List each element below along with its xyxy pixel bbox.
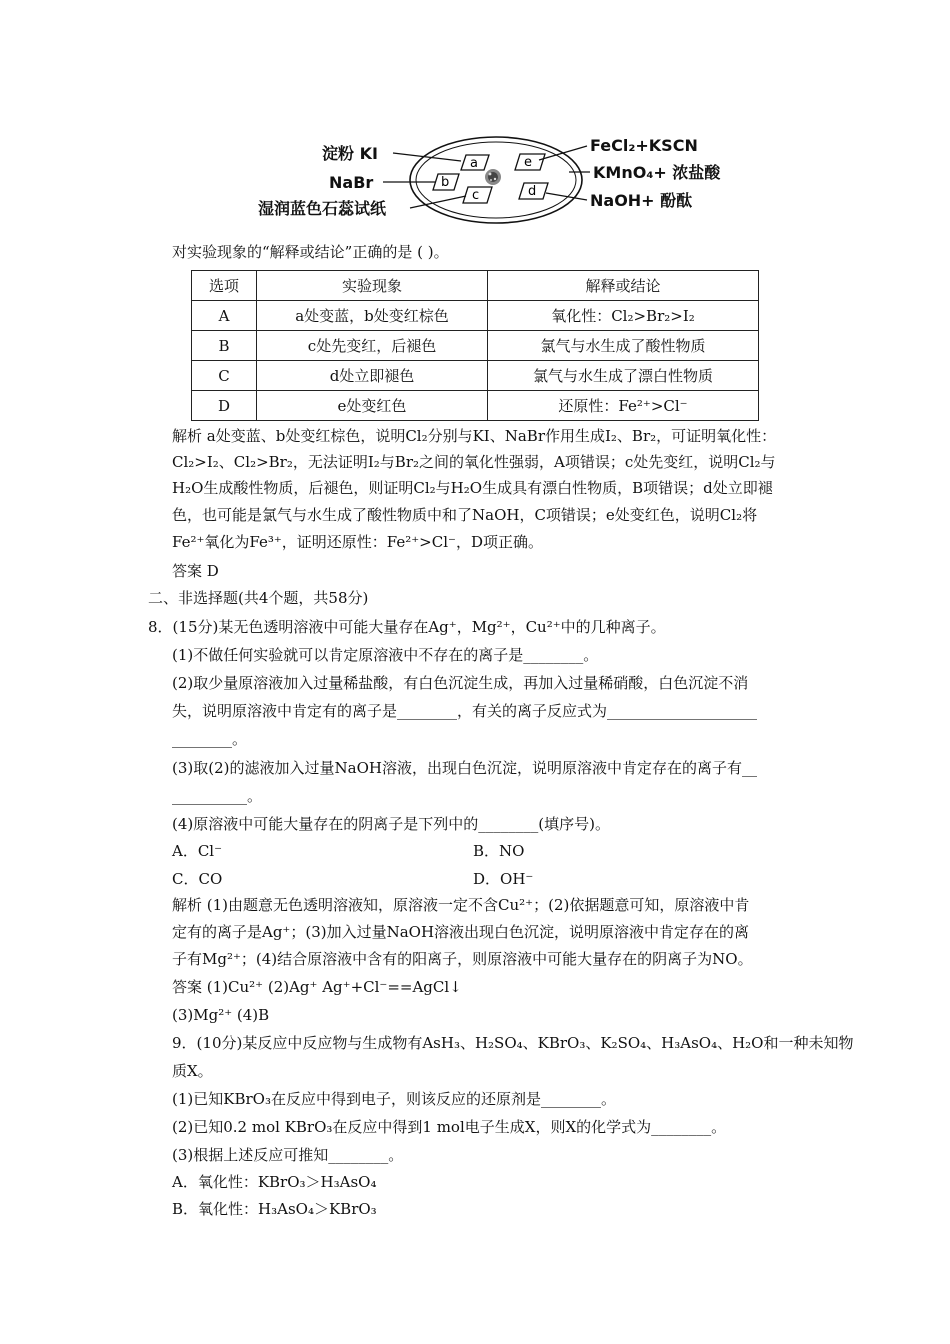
table-cell: c处先变红，后褪色 xyxy=(257,331,488,361)
answer-line: (3)Mg²⁺ (4)B xyxy=(172,1006,270,1024)
spot-c xyxy=(463,187,492,203)
q8-option-c: C．CO xyxy=(172,870,223,888)
answer-line: 答案 (1)Cu²⁺ (2)Ag⁺ Ag⁺+Cl⁻==AgCl↓ xyxy=(172,978,462,996)
answer-line: 答案 D xyxy=(172,562,219,580)
q9-part1: (1)已知KBrO₃在反应中得到电子，则该反应的还原剂是________。 xyxy=(172,1090,616,1108)
label-fecl2-kscn: FeCl₂+KSCN xyxy=(590,136,698,155)
table-cell: A xyxy=(192,301,257,331)
table-row xyxy=(192,301,759,331)
analysis-line: 色，也可能是氯气与水生成了酸性物质中和了NaOH，C项错误；e处变红色，说明Cl₂将 xyxy=(172,506,758,524)
q8-part3: (3)取(2)的滤液加入过量NaOH溶液，出现白色沉淀，说明原溶液中肯定存在的离子有__ xyxy=(172,759,757,777)
analysis-line: H₂O生成酸性物质，后褪色，则证明Cl₂与H₂O生成具有漂白性物质，B项错误；d处立即褪 xyxy=(172,479,773,497)
svg-text:b: b xyxy=(441,175,450,190)
table-header: 实验现象 xyxy=(257,271,488,301)
table-cell: d处立即褪色 xyxy=(257,361,488,391)
svg-text:e: e xyxy=(524,155,532,170)
analysis-line: 定有的离子是Ag⁺；(3)加入过量NaOH溶液出现白色沉淀，说明原溶液中肯定存在的离 xyxy=(172,923,750,941)
svg-text:c: c xyxy=(472,188,480,203)
table-row xyxy=(192,361,759,391)
q9-option-b: B．氧化性：H₃AsO₄＞KBrO₃ xyxy=(172,1200,377,1218)
table-header-row xyxy=(192,271,759,301)
section-heading: 二、非选择题(共4个题，共58分) xyxy=(148,589,369,607)
spot-b xyxy=(433,174,459,190)
spot-a xyxy=(461,155,489,171)
table-header: 解释或结论 xyxy=(488,271,759,301)
svg-text:a: a xyxy=(470,156,478,171)
q8-option-a: A．Cl⁻ xyxy=(172,842,223,860)
table-row xyxy=(192,331,759,361)
label-starch-ki: 淀粉 KI xyxy=(322,144,378,163)
q8-part2: (2)取少量原溶液加入过量稀盐酸，有白色沉淀生成，再加入过量稀硝酸，白色沉淀不消 xyxy=(172,674,749,692)
q8-part1: (1)不做任何实验就可以肯定原溶液中不存在的离子是________。 xyxy=(172,646,599,664)
label-litmus-paper: 湿润蓝色石蕊试纸 xyxy=(258,199,387,218)
q9-option-a: A．氧化性：KBrO₃＞H₃AsO₄ xyxy=(172,1173,377,1191)
q8-part2: ________。 xyxy=(172,730,248,748)
table-row xyxy=(192,391,759,421)
table-cell: B xyxy=(192,331,257,361)
analysis-line: 子有Mg²⁺；(4)结合原溶液中含有的阳离子，则原溶液中可能大量存在的阴离子为NO。 xyxy=(172,950,753,968)
table-header: 选项 xyxy=(192,271,257,301)
table-cell: 氯气与水生成了酸性物质 xyxy=(488,331,759,361)
table-cell: 氧化性：Cl₂>Br₂>I₂ xyxy=(488,301,759,331)
table-cell: 还原性：Fe²⁺>Cl⁻ xyxy=(488,391,759,421)
experiment-diagram xyxy=(0,0,950,240)
q8-part2: 失，说明原溶液中肯定有的离子是________，有关的离子反应式为____________________ xyxy=(172,702,758,720)
q8-option-b: B．NO xyxy=(473,842,525,860)
analysis-line: Fe²⁺氧化为Fe³⁺，证明还原性：Fe²⁺>Cl⁻，D项正确。 xyxy=(172,533,543,551)
analysis-line: Cl₂>I₂、Cl₂>Br₂，无法证明I₂与Br₂之间的氧化性强弱，A项错误；c处先变红，说明Cl₂与 xyxy=(172,453,776,471)
table-cell: a处变蓝，b处变红棕色 xyxy=(257,301,488,331)
center-spot xyxy=(485,169,501,185)
label-kmno4-hcl: KMnO₄+ 浓盐酸 xyxy=(593,163,721,182)
options-table xyxy=(191,270,759,421)
svg-text:d: d xyxy=(528,184,537,199)
label-nabr: NaBr xyxy=(329,173,374,192)
q8-part3: __________。 xyxy=(172,787,263,805)
table-cell: 氯气与水生成了漂白性物质 xyxy=(488,361,759,391)
question-stem: 对实验现象的“解释或结论”正确的是 ( )。 xyxy=(172,243,449,261)
table-cell: D xyxy=(192,391,257,421)
q8-stem: 8．(15分)某无色透明溶液中可能大量存在Ag⁺，Mg²⁺，Cu²⁺中的几种离子。 xyxy=(148,618,666,636)
spot-e xyxy=(515,154,545,170)
q8-option-d: D．OH⁻ xyxy=(473,870,534,888)
q9-stem: 9．(10分)某反应中反应物与生成物有AsH₃、H₂SO₄、KBrO₃、K₂SO₄、H₃AsO₄、H₂O和一种未知物 xyxy=(172,1034,854,1052)
q9-part3: (3)根据上述反应可推知________。 xyxy=(172,1146,404,1164)
q8-part4: (4)原溶液中可能大量存在的阴离子是下列中的________(填序号)。 xyxy=(172,815,610,833)
q9-part2: (2)已知0.2 mol KBrO₃在反应中得到1 mol电子生成X，则X的化学式为________。 xyxy=(172,1118,727,1136)
table-cell: C xyxy=(192,361,257,391)
analysis-line: 解析 a处变蓝、b处变红棕色，说明Cl₂分别与KI、NaBr作用生成I₂、Br₂，可证明氧化性： xyxy=(172,427,777,445)
label-naoh-phenolphthalein: NaOH+ 酚酞 xyxy=(590,191,693,210)
analysis-line: 解析 (1)由题意无色透明溶液知，原溶液一定不含Cu²⁺；(2)依据题意可知，原溶液中肯 xyxy=(172,896,750,914)
spot-d xyxy=(519,183,548,199)
table-cell: e处变红色 xyxy=(257,391,488,421)
q9-stem: 质X。 xyxy=(172,1062,213,1080)
